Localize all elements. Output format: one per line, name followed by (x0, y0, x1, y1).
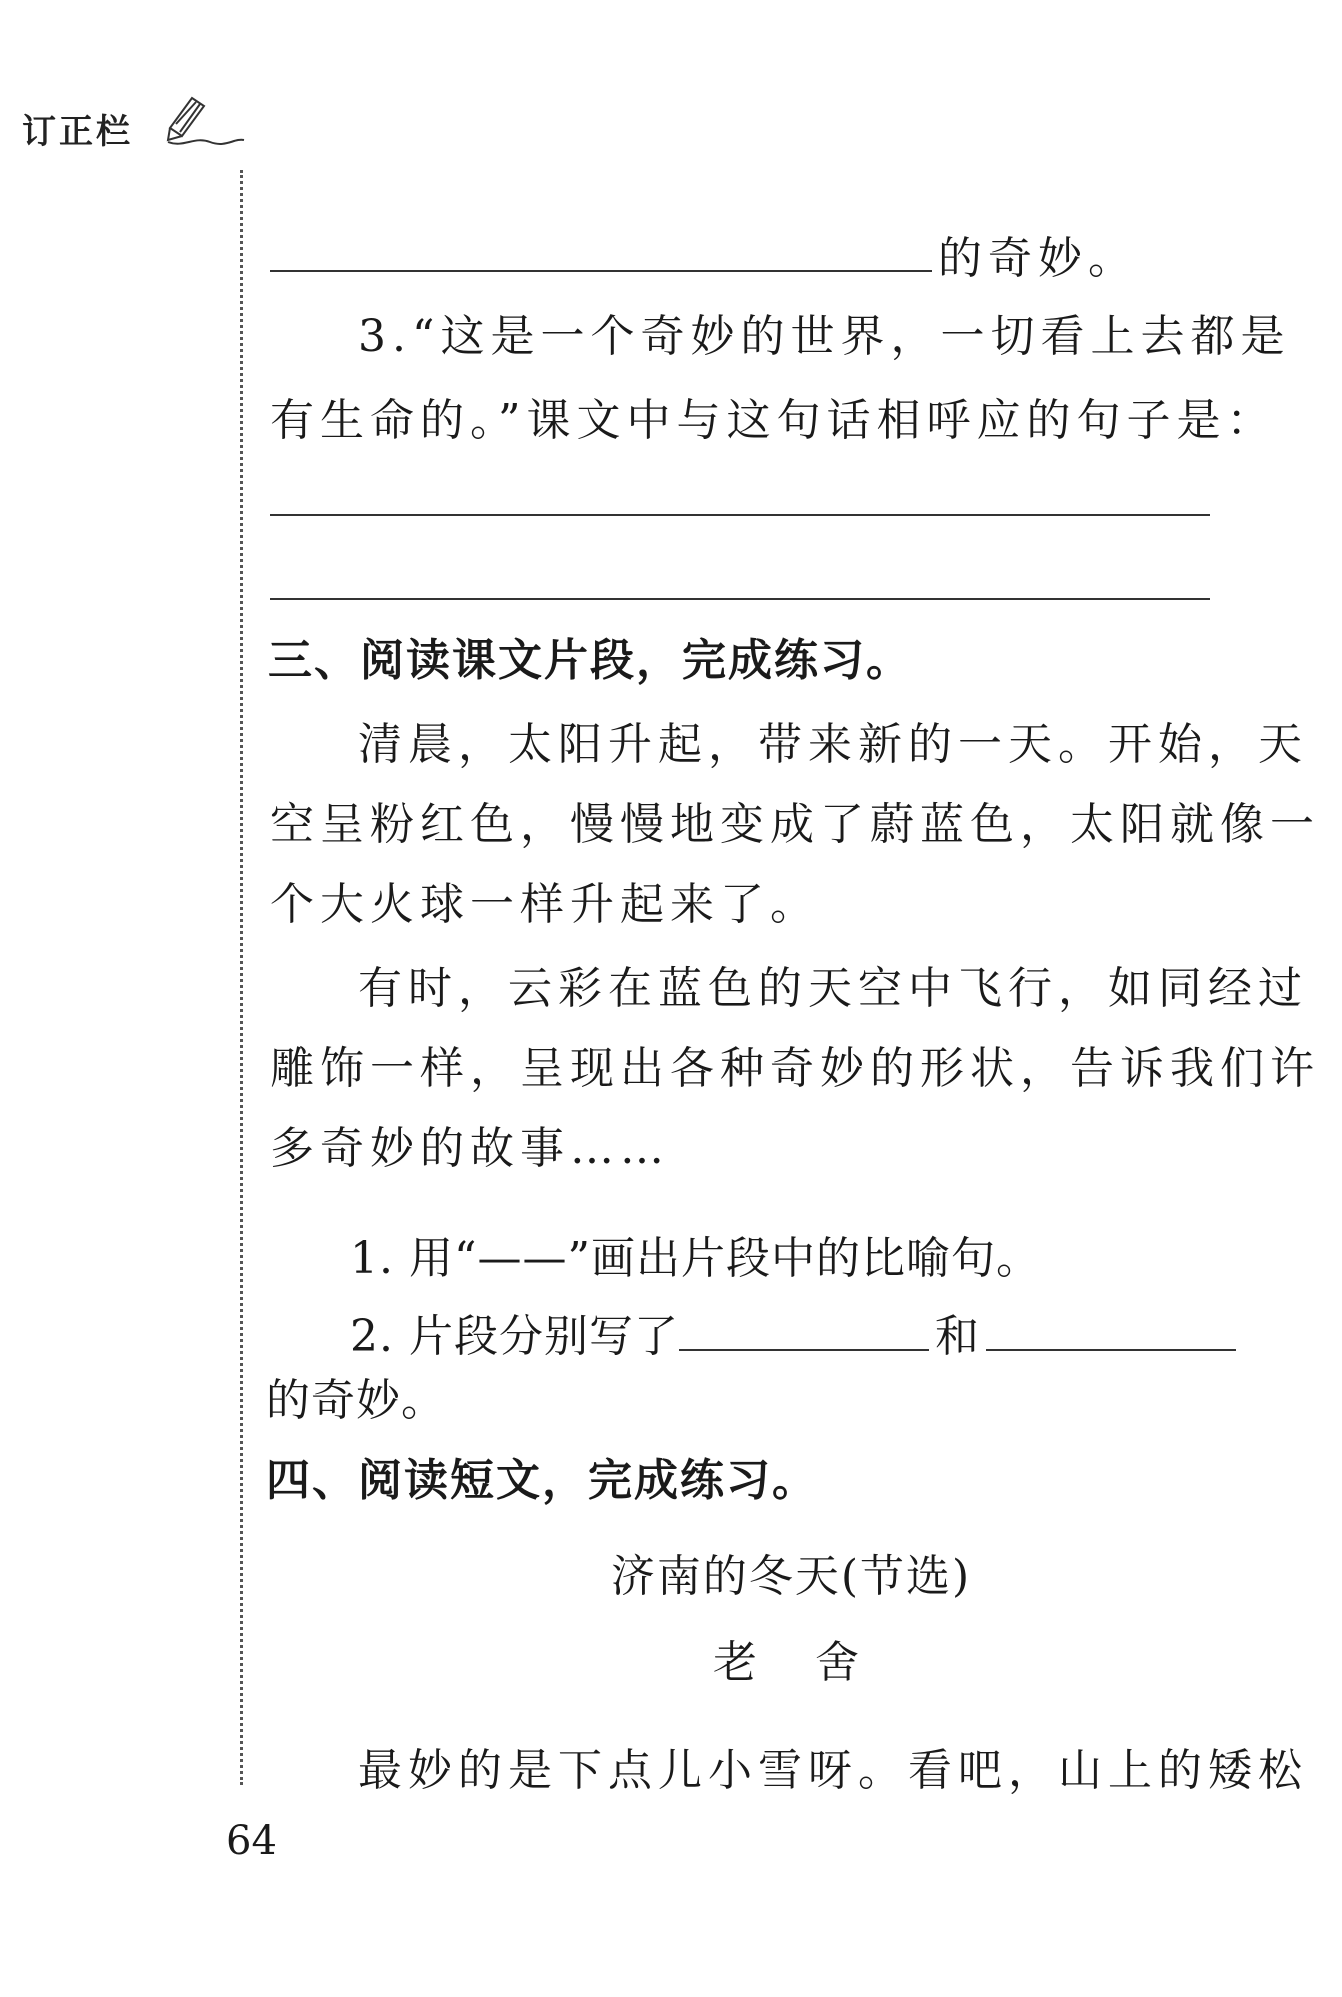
article-author: 老 舍 (713, 1637, 869, 1688)
pencil-icon (150, 88, 246, 148)
passage-line: 有时，云彩在蓝色的天空中飞行，如同经过 (358, 963, 1308, 1014)
article-paragraph: 最妙的是下点儿小雪呀。看吧，山上的矮松 (358, 1745, 1308, 1796)
passage-line: 清晨，太阳升起，带来新的一天。开始，天 (358, 719, 1308, 770)
q2-tail-text: 的奇妙。 (938, 233, 1138, 284)
passage-line: 个大火球一样升起来了。 (270, 879, 820, 930)
q2-prefix: 2. 片段分别写了 (350, 1311, 679, 1362)
section-3-question-1: 1. 用“——”画出片段中的比喻句。 (350, 1233, 1041, 1284)
answer-blank (679, 1349, 929, 1351)
answer-line (270, 598, 1210, 600)
passage-line: 雕饰一样，呈现出各种奇妙的形状，告诉我们许 (270, 1043, 1320, 1094)
answer-blank (986, 1349, 1236, 1351)
section-3-heading: 三、阅读课文片段，完成练习。 (268, 635, 912, 686)
q3-line-2: 有生命的。”课文中与这句话相呼应的句子是： (270, 395, 1277, 446)
answer-line (270, 514, 1210, 516)
article-title: 济南的冬天(节选) (610, 1551, 972, 1602)
section-4-heading: 四、阅读短文，完成练习。 (266, 1455, 818, 1506)
section-3-question-2-tail: 的奇妙。 (266, 1375, 446, 1426)
q3-line-1: 3.“这是一个奇妙的世界，一切看上去都是 (358, 311, 1291, 362)
answer-line (270, 270, 932, 272)
q2-and: 和 (934, 1311, 980, 1362)
passage-line: 空呈粉红色，慢慢地变成了蔚蓝色，太阳就像一 (270, 799, 1320, 850)
section-3-question-2 (350, 1300, 1236, 1364)
correction-column-label: 订正栏 (22, 112, 133, 152)
passage-line: 多奇妙的故事…… (270, 1123, 670, 1174)
page-number: 64 (226, 1818, 277, 1864)
